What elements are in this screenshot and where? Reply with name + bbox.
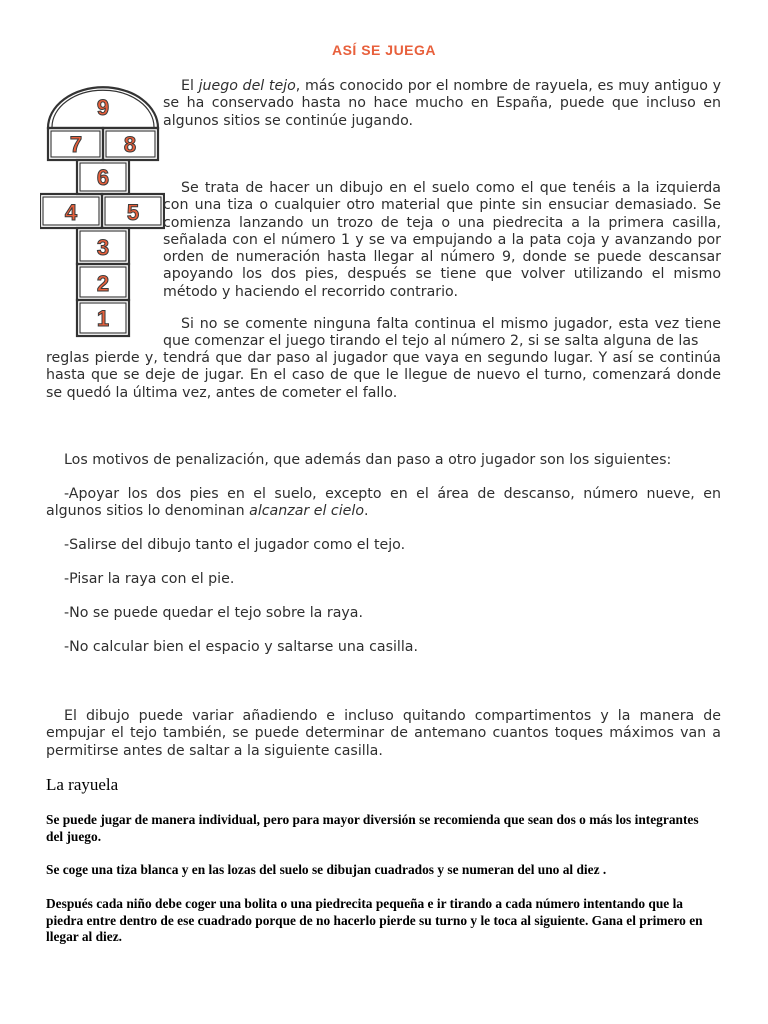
turns-text-part1: Si no se comente ninguna falta continua el mismo jugador, esta vez tiene que comenzar el juego tirando el tejo al número 2, si se salta alguna de las	[163, 316, 721, 350]
penalties-intro-text: Los motivos de penalización, que además dan paso a otro jugador son los siguientes:	[64, 452, 672, 468]
turns-text-part2: reglas pierde y, tendrá que dar paso al jugador que vaya en segundo lugar. Y así se continúa hasta que se deje de jugar. En el caso de que le llegue de nuevo el turno, comenzará donde se quedó la última vez, antes de cometer el fallo.	[46, 350, 721, 401]
hop-number: 7	[69, 132, 83, 157]
hop-number: 4	[64, 200, 78, 225]
paragraph-variations	[46, 708, 721, 760]
penalty-2-text: -Salirse del dibujo tanto el jugador como el tejo.	[64, 537, 406, 553]
intro-text-emphasis: juego del tejo	[198, 78, 296, 94]
hop-number: 5	[126, 200, 140, 225]
penalty-item-1	[46, 486, 721, 521]
penalty-item-5	[46, 639, 721, 656]
paragraph-intro	[163, 78, 721, 130]
hop-number: 6	[96, 165, 110, 190]
hop-number: 2	[96, 271, 110, 296]
paragraph-turns-part1	[163, 316, 721, 351]
intro-text-post: , más conocido por el nombre de rayuela, es muy antiguo y se ha conservado hasta no hace mucho en España, puede que incluso en algunos sitios se continúe jugando.	[163, 78, 721, 129]
penalty-item-3	[46, 571, 721, 588]
paragraph-penalties-intro	[46, 452, 721, 469]
hop-number: 8	[123, 132, 137, 157]
rayuela-paragraph-2: Se coge una tiza blanca y en las lozas del suelo se dibujan cuadrados y se numeran del uno al diez .	[46, 862, 607, 877]
hopscotch-svg	[40, 80, 165, 342]
penalty-1-text-pre: -Apoyar los dos pies en el suelo, excepto en el área de descanso, número nueve, en algunos sitios lo denominan	[46, 486, 721, 520]
page-title: ASÍ SE JUEGA	[331, 42, 437, 58]
penalty-item-2	[46, 537, 721, 554]
penalty-1-text-post: .	[364, 503, 369, 520]
penalty-5-text: -No calcular bien el espacio y saltarse una casilla.	[64, 639, 418, 655]
rayuela-paragraph-3: Después cada niño debe coger una bolita o una piedrecita pequeña e ir tirando a cada número intentando que la piedra entre dentro de ese cuadrado porque de no hacerlo pierde su turno y le toca al siguiente. Gana el primero en llegar al diez.	[46, 896, 703, 944]
penalty-3-text: -Pisar la raya con el pie.	[64, 571, 235, 587]
hop-number: 1	[96, 306, 110, 331]
penalty-item-4	[46, 605, 721, 622]
variations-text: El dibujo puede variar añadiendo e incluso quitando compartimentos y la manera de empujar el tejo también, se puede determinar de antemano cuantos toques máximos van a permitirse antes de saltar a la siguiente casilla.	[46, 708, 721, 759]
hopscotch-diagram	[40, 80, 165, 342]
paragraph-turns-part2	[46, 350, 721, 402]
how-to-text: Se trata de hacer un dibujo en el suelo como el que tenéis a la izquierda con una tiza o cualquier otro material que pinte sin ensuciar demasiado. Se comienza lanzando un trozo de teja o una piedrecita a la primera casilla, señalada con el número 1 y se va empujando a la pata coja y avanzando por orden de numeración hasta llegar al número 9, donde se puede descansar apoyando los dos pies, después se tiene que volver utilizando el mismo método y haciendo el recorrido contrario.	[163, 180, 721, 300]
penalty-4-text: -No se puede quedar el tejo sobre la raya.	[64, 605, 364, 621]
rayuela-paragraph-1: Se puede jugar de manera individual, pero para mayor diversión se recomienda que sean dos o más los integrantes del juego.	[46, 812, 699, 844]
hop-number: 9	[96, 95, 110, 120]
section-heading-la-rayuela: La rayuela	[46, 775, 119, 794]
penalty-1-text-emphasis: alcanzar el cielo	[249, 503, 365, 520]
paragraph-how-to	[163, 180, 721, 301]
hop-number: 3	[96, 235, 110, 260]
intro-text-pre: El	[181, 78, 199, 94]
